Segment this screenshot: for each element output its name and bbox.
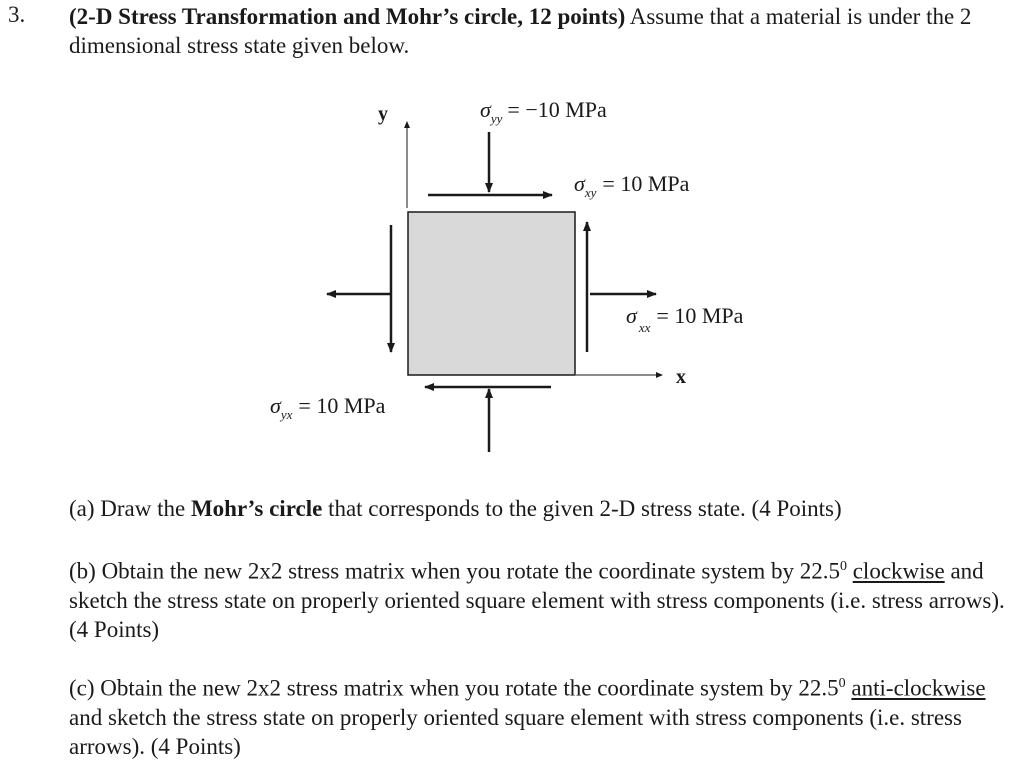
sigma-xy-symbol: σ xyxy=(574,171,585,196)
part-b-text xyxy=(69,552,1019,644)
x-axis-label: x xyxy=(676,366,686,388)
sigma-xx-subscript: xx xyxy=(638,320,651,335)
sigma-yy-value: = −10 MPa xyxy=(507,97,607,122)
part-c-text xyxy=(69,669,1019,761)
sigma-xx-label xyxy=(626,303,744,335)
sigma-xy-value: = 10 MPa xyxy=(602,171,690,196)
sigma-yx-value: = 10 MPa xyxy=(298,393,386,418)
y-axis-label: y xyxy=(378,103,388,125)
sigma-yy-label xyxy=(480,97,607,126)
part-a-text xyxy=(69,494,1019,523)
part-b-suffix: and sketch the stress state on properly oriented square element with stress components (i.e. stress arrows). (4 Points) xyxy=(69,558,1005,642)
part-c-direction: anti-clockwise xyxy=(851,675,986,701)
sigma-yy-symbol: σ xyxy=(480,97,491,122)
question-intro: Assume that a material is under the 2 dimensional stress state given below. xyxy=(69,4,972,58)
sigma-xy-label xyxy=(574,171,690,200)
part-b-prefix: (b) Obtain the new 2x2 stress matrix when you rotate the coordinate system by 22.5 xyxy=(69,558,840,584)
sigma-yy-subscript: yy xyxy=(490,111,503,126)
sigma-yx-label xyxy=(270,393,386,422)
sigma-xx-value: = 10 MPa xyxy=(656,303,744,328)
part-b-direction: clockwise xyxy=(852,558,945,584)
part-a-prefix: (a) Draw the xyxy=(69,496,186,521)
question-number: 3. xyxy=(8,2,26,27)
part-c-degree: 0 xyxy=(838,676,846,691)
question-title: (2-D Stress Transformation and Mohr’s circle, 12 points) xyxy=(69,4,626,29)
stress-element-square xyxy=(408,212,575,375)
sigma-xy-subscript: xy xyxy=(584,185,597,200)
part-a-bold: Mohr’s circle xyxy=(190,496,323,521)
part-b-degree: 0 xyxy=(839,559,847,574)
part-c-suffix: and sketch the stress state on properly oriented square element with stress components (i.e. stress arrows). (4 Points) xyxy=(69,704,962,759)
sigma-yx-symbol: σ xyxy=(270,393,281,418)
sigma-yx-subscript: yx xyxy=(280,407,293,422)
sigma-xx-symbol: σ xyxy=(626,303,637,328)
part-c-prefix: (c) Obtain the new 2x2 stress matrix when you rotate the coordinate system by 22.5 xyxy=(69,675,839,701)
part-a-suffix: that corresponds to the given 2-D stress state. (4 Points) xyxy=(328,496,842,521)
